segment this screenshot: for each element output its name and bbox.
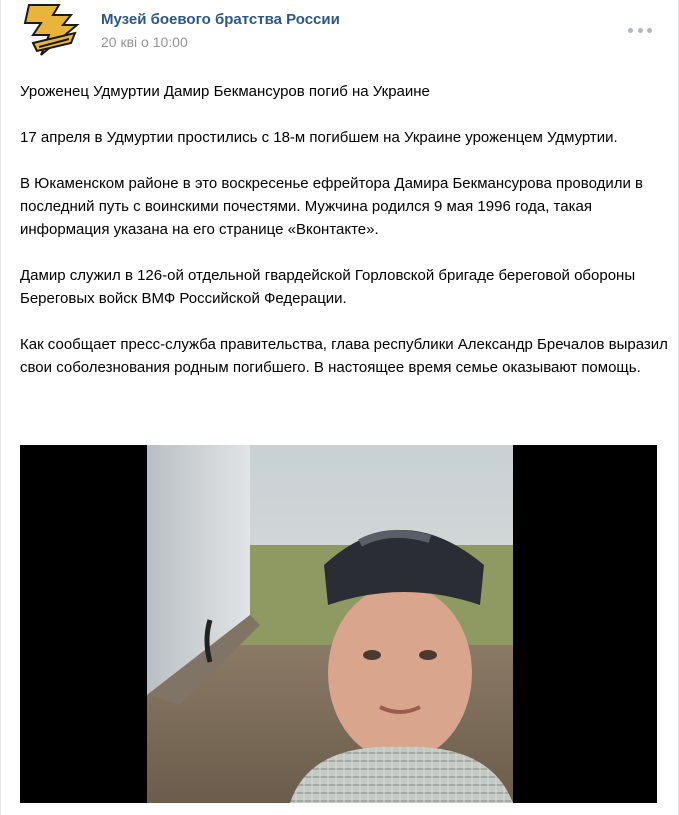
dot-icon (638, 28, 643, 33)
dot-icon (647, 28, 652, 33)
photo-image (20, 445, 657, 803)
post-photo[interactable] (20, 445, 657, 803)
post-text (20, 80, 670, 379)
post-paragraph: В Юкаменском районе в это воскресенье ефрейтора Дамира Бекмансурова проводили в последний путь с воинскими почестями. Мужчина родился 9 мая 1996 года, такая информация указана на его странице «Вконтакте». (20, 175, 643, 238)
dot-icon (628, 28, 633, 33)
post-paragraph: Уроженец Удмуртии Дамир Бекмансуров погиб на Украине (20, 83, 430, 100)
author-name[interactable]: Музей боевого братства России (101, 11, 340, 28)
more-dots-icon[interactable] (628, 24, 652, 36)
post-paragraph: 17 апреля в Удмуртии простились с 18-м погибшем на Украине уроженцем Удмуртии. (20, 129, 618, 146)
museum-logo-icon[interactable] (19, 3, 83, 59)
post-date[interactable]: 20 кві о 10:00 (101, 34, 188, 50)
post-header (1, 0, 678, 66)
post-paragraph: Как сообщает пресс-служба правительства, глава республики Александр Бречалов выразил свои соболезнования родным погибшего. В настоящее время семье оказывают помощь. (20, 336, 668, 376)
post-paragraph: Дамир служил в 126-ой отдельной гвардейской Горловской бригаде береговой обороны Береговых войск ВМФ Российской Федерации. (20, 267, 636, 307)
